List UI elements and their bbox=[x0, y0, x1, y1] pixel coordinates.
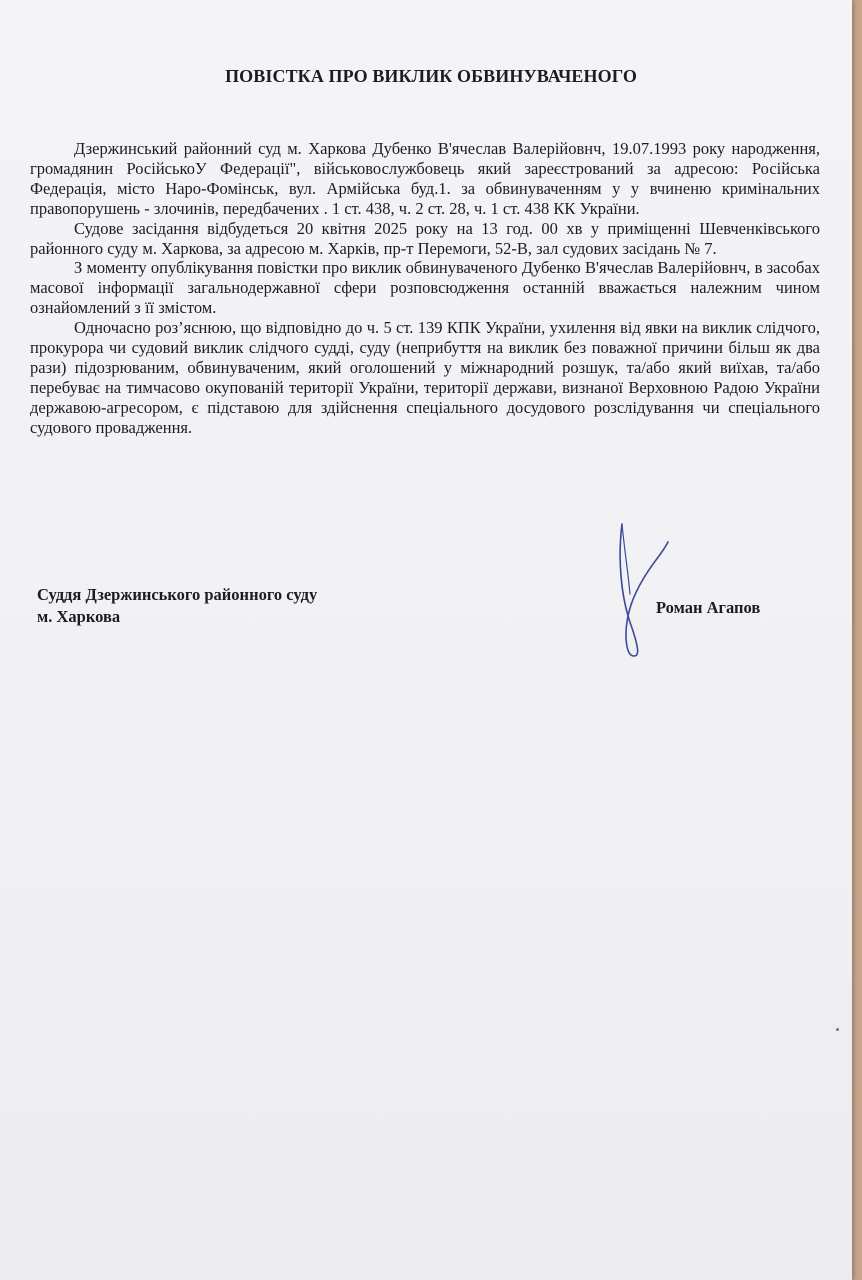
paragraph-hearing: Судове засідання відбудеться 20 квітня 2025 року на 13 год. 00 хв у приміщенні Шевченківського районного суду м. Харкова, за адресою м. Харків, пр-т Перемоги, 52-В, зал судових засідань № 7. bbox=[30, 218, 820, 258]
document-title: ПОВІСТКА ПРО ВИКЛИК ОБВИНУВАЧЕНОГО bbox=[225, 66, 637, 86]
document-body bbox=[30, 139, 820, 438]
signatory-title-line2: м. Харкова bbox=[37, 607, 121, 626]
signatory-title-line1: Суддя Дзержинського районного суду bbox=[37, 585, 318, 604]
signatory-title bbox=[37, 584, 317, 628]
paper-speck bbox=[836, 1028, 839, 1031]
signatory-name: Роман Агапов bbox=[656, 598, 761, 617]
paragraph-summons: Дзержинський районний суд м. Харкова Дубенко В'ячеслав Валерійовнч, 19.07.1993 року народження, громадянин РосійськоУ Федерації", військовослужбовець який зареєстрований за адресою: Російська Федерація, місто Наро-Фомінськ, вул. Армійська буд.1. за обвинуваченням у у вчиненю кримінальних правопорушень - злочинів, передбачених . 1 ст. 438, ч. 2 ст. 28, ч. 1 ст. 438 КК України. bbox=[30, 139, 820, 218]
handwritten-signature bbox=[598, 516, 678, 666]
paragraph-publication: З моменту опублікування повістки про виклик обвинуваченого Дубенко В'ячеслав Валерійовнч, в засобах масової інформації загальнодержавної сфери розповсюдження останній вважається належним чином ознайомлений з її змістом. bbox=[30, 258, 820, 318]
paragraph-explanation: Одночасно роз’яснюю, що відповідно до ч. 5 ст. 139 КПК України, ухилення від явки на виклик слідчого, прокурора чи судовий виклик слідчого судді, суду (неприбуття на виклик без поважної причини більш як два рази) підозрюваним, обвинуваченим, який оголошений у міжнародний розшук, та/або який виїхав, та/або перебуває на тимчасово окупованій території України, території держави, визнаної Верховною Радою України державою-агресором, є підставою для здійснення спеціального досудового розслідування чи спеціального судового провадження. bbox=[30, 318, 820, 437]
